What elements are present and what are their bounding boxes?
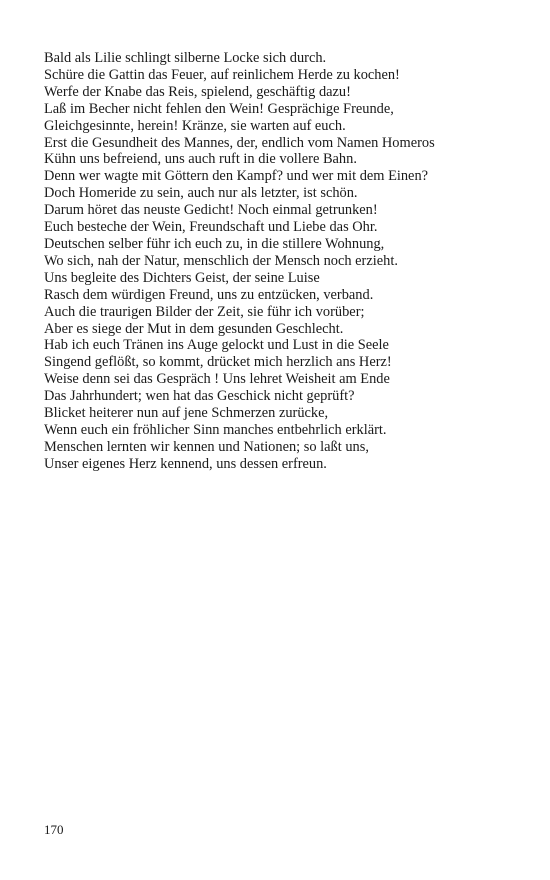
page-number: 170	[44, 822, 64, 837]
poem-line: Blicket heiterer nun auf jene Schmerzen zurücke,	[44, 405, 329, 422]
poem-line: Euch besteche der Wein, Freundschaft und Liebe das Ohr.	[44, 219, 378, 236]
poem-line: Werfe der Knabe das Reis, spielend, geschäftig dazu!	[44, 83, 351, 100]
poem-line: Deutschen selber führ ich euch zu, in die stillere Wohnung,	[44, 235, 385, 252]
poem-line: Kühn uns befreiend, uns auch ruft in die vollere Bahn.	[44, 151, 357, 168]
poem-line: Schüre die Gattin das Feuer, auf reinlichem Herde zu kochen!	[44, 66, 400, 83]
poem-line: Gleichgesinnte, herein! Kränze, sie warten auf euch.	[44, 117, 346, 134]
poem-line: Auch die traurigen Bilder der Zeit, sie führ ich vorüber;	[44, 303, 365, 320]
poem-text	[44, 50, 514, 473]
poem-line: Weise denn sei das Gespräch ! Uns lehret Weisheit am Ende	[44, 371, 390, 388]
poem-line: Uns begleite des Dichters Geist, der seine Luise	[44, 269, 320, 286]
poem-line: Aber es siege der Mut in dem gesunden Geschlecht.	[44, 320, 344, 337]
poem-line: Singend geflößt, so kommt, drücket mich herzlich ans Herz!	[44, 354, 392, 371]
poem-line: Denn wer wagte mit Göttern den Kampf? und wer mit dem Einen?	[44, 168, 429, 185]
poem-line: Menschen lernten wir kennen und Nationen; so laßt uns,	[44, 438, 369, 455]
poem-line: Das Jahrhundert; wen hat das Geschick nicht geprüft?	[44, 388, 355, 405]
poem-line: Doch Homeride zu sein, auch nur als letzter, ist schön.	[44, 185, 358, 202]
poem-line: Rasch dem würdigen Freund, uns zu entzücken, verband.	[44, 286, 374, 303]
poem-line: Hab ich euch Tränen ins Auge gelockt und Lust in die Seele	[44, 337, 389, 354]
poem-line: Erst die Gesundheit des Mannes, der, endlich vom Namen Homeros	[44, 134, 435, 151]
poem-line: Unser eigenes Herz kennend, uns dessen erfreun.	[44, 455, 327, 472]
poem-line: Wenn euch ein fröhlicher Sinn manches entbehrlich erklärt.	[44, 421, 387, 438]
poem-line: Laß im Becher nicht fehlen den Wein! Gesprächige Freunde,	[44, 100, 394, 117]
poem-line: Bald als Lilie schlingt silberne Locke sich durch.	[44, 50, 327, 66]
poem-line: Wo sich, nah der Natur, menschlich der Mensch noch erzieht.	[44, 252, 398, 269]
poem-line: Darum höret das neuste Gedicht! Noch einmal getrunken!	[44, 202, 378, 219]
